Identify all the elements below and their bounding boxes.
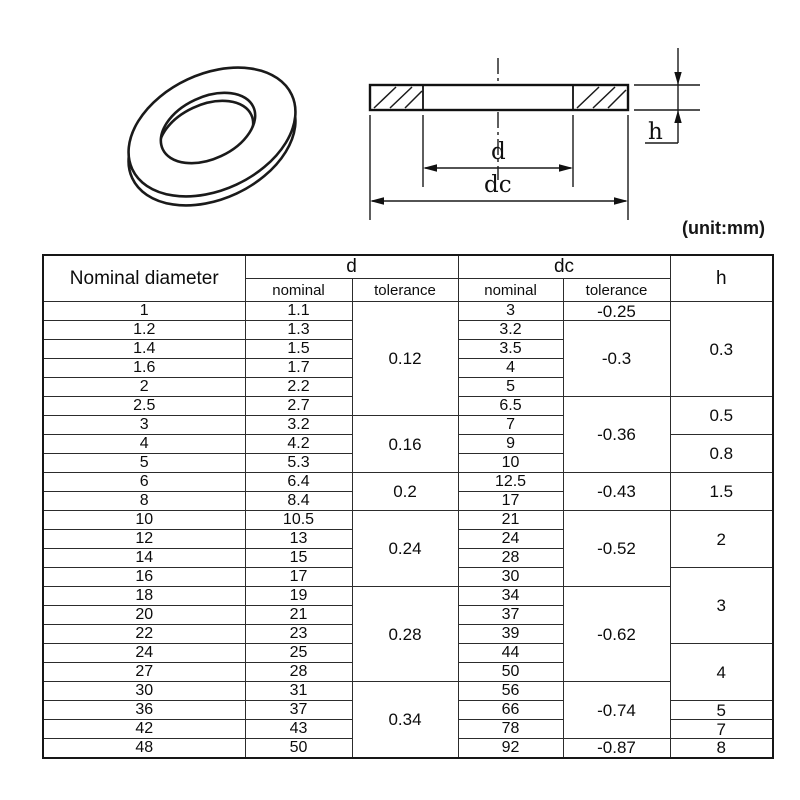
cell-h: 8 — [670, 739, 773, 758]
cell-nd: 48 — [43, 739, 245, 758]
cell-dc-nominal: 37 — [458, 606, 563, 625]
header-row-1 — [43, 255, 773, 279]
cell-nd: 30 — [43, 682, 245, 701]
cell-h: 2 — [670, 511, 773, 568]
cell-d-nominal: 43 — [245, 720, 352, 739]
header-nominal-diameter: Nominal diameter — [43, 255, 245, 302]
cell-dc-nominal: 3.2 — [458, 321, 563, 340]
cell-dc-nominal: 24 — [458, 530, 563, 549]
cell-d-tolerance: 0.28 — [352, 587, 458, 682]
header-dc-nominal: nominal — [458, 279, 563, 302]
technical-drawings — [0, 0, 800, 250]
cell-dc-nominal: 12.5 — [458, 473, 563, 492]
cell-d-nominal: 2.2 — [245, 378, 352, 397]
cell-d-nominal: 3.2 — [245, 416, 352, 435]
cell-dc-nominal: 9 — [458, 435, 563, 454]
cell-d-nominal: 31 — [245, 682, 352, 701]
cell-d-nominal: 1.3 — [245, 321, 352, 340]
cell-nd: 1.6 — [43, 359, 245, 378]
arrowhead — [423, 164, 437, 172]
arrowhead — [370, 197, 384, 205]
cell-d-nominal: 28 — [245, 663, 352, 682]
cell-h: 0.5 — [670, 397, 773, 435]
cell-d-nominal: 50 — [245, 739, 352, 758]
header-h: h — [670, 255, 773, 302]
cell-d-nominal: 19 — [245, 587, 352, 606]
washer-dimension-table — [42, 254, 774, 759]
cell-dc-nominal: 34 — [458, 587, 563, 606]
cell-dc-tolerance: -0.36 — [563, 397, 670, 473]
cell-nd: 2 — [43, 378, 245, 397]
cell-dc-nominal: 7 — [458, 416, 563, 435]
cell-d-tolerance: 0.34 — [352, 682, 458, 758]
table-body — [43, 302, 773, 758]
cell-d-nominal: 13 — [245, 530, 352, 549]
arrowhead — [614, 197, 628, 205]
header-d-group: d — [245, 255, 458, 279]
cell-nd: 1.4 — [43, 340, 245, 359]
cell-d-nominal: 37 — [245, 701, 352, 720]
header-d-nominal: nominal — [245, 279, 352, 302]
cell-dc-tolerance: -0.25 — [563, 302, 670, 321]
cell-dc-nominal: 4 — [458, 359, 563, 378]
cell-d-nominal: 1.1 — [245, 302, 352, 321]
dimension-h — [634, 48, 700, 143]
cell-dc-nominal: 10 — [458, 454, 563, 473]
cell-h: 0.3 — [670, 302, 773, 397]
cell-d-nominal: 6.4 — [245, 473, 352, 492]
cell-d-tolerance: 0.2 — [352, 473, 458, 511]
cell-d-nominal: 2.7 — [245, 397, 352, 416]
cell-nd: 42 — [43, 720, 245, 739]
cell-nd: 1.2 — [43, 321, 245, 340]
cell-nd: 36 — [43, 701, 245, 720]
cell-nd: 5 — [43, 454, 245, 473]
cell-nd: 14 — [43, 549, 245, 568]
cell-dc-nominal: 56 — [458, 682, 563, 701]
cell-dc-nominal: 3 — [458, 302, 563, 321]
cell-d-nominal: 1.7 — [245, 359, 352, 378]
cell-dc-nominal: 44 — [458, 644, 563, 663]
header-dc-group: dc — [458, 255, 670, 279]
table-row — [43, 473, 773, 492]
table-row — [43, 587, 773, 606]
unit-note: (unit:mm) — [682, 218, 765, 238]
cell-dc-nominal: 39 — [458, 625, 563, 644]
cell-dc-nominal: 17 — [458, 492, 563, 511]
cell-d-nominal: 23 — [245, 625, 352, 644]
cell-nd: 24 — [43, 644, 245, 663]
table-row — [43, 511, 773, 530]
cell-d-nominal: 1.5 — [245, 340, 352, 359]
washer-3d-drawing — [108, 42, 317, 231]
cell-nd: 12 — [43, 530, 245, 549]
cell-nd: 20 — [43, 606, 245, 625]
cell-dc-nominal: 78 — [458, 720, 563, 739]
cell-dc-nominal: 30 — [458, 568, 563, 587]
cell-dc-nominal: 3.5 — [458, 340, 563, 359]
arrowhead — [674, 110, 681, 123]
cell-nd: 1 — [43, 302, 245, 321]
dc-label: dc — [484, 172, 512, 198]
cell-h: 4 — [670, 644, 773, 701]
cell-dc-tolerance: -0.43 — [563, 473, 670, 511]
cell-d-nominal: 5.3 — [245, 454, 352, 473]
cell-nd: 16 — [43, 568, 245, 587]
cell-dc-tolerance: -0.62 — [563, 587, 670, 682]
cell-d-nominal: 17 — [245, 568, 352, 587]
cell-d-nominal: 21 — [245, 606, 352, 625]
cell-dc-nominal: 50 — [458, 663, 563, 682]
cell-dc-tolerance: -0.52 — [563, 511, 670, 587]
table-header — [43, 255, 773, 302]
cell-nd: 3 — [43, 416, 245, 435]
cell-h: 5 — [670, 701, 773, 720]
cell-nd: 4 — [43, 435, 245, 454]
cell-dc-tolerance: -0.74 — [563, 682, 670, 739]
cell-nd: 8 — [43, 492, 245, 511]
cell-dc-nominal: 92 — [458, 739, 563, 758]
cell-nd: 6 — [43, 473, 245, 492]
cell-dc-nominal: 21 — [458, 511, 563, 530]
table-row — [43, 682, 773, 701]
table-row — [43, 302, 773, 321]
cell-dc-nominal: 66 — [458, 701, 563, 720]
cell-nd: 2.5 — [43, 397, 245, 416]
cell-d-nominal: 8.4 — [245, 492, 352, 511]
cell-d-nominal: 25 — [245, 644, 352, 663]
cell-dc-nominal: 5 — [458, 378, 563, 397]
cell-dc-nominal: 6.5 — [458, 397, 563, 416]
h-label: h — [648, 119, 663, 145]
cell-d-nominal: 15 — [245, 549, 352, 568]
cell-d-tolerance: 0.24 — [352, 511, 458, 587]
cell-d-tolerance: 0.12 — [352, 302, 458, 416]
arrowhead — [559, 164, 573, 172]
cell-dc-tolerance: -0.3 — [563, 321, 670, 397]
cell-dc-nominal: 28 — [458, 549, 563, 568]
d-label: d — [491, 139, 506, 165]
cell-h: 0.8 — [670, 435, 773, 473]
arrowhead — [674, 72, 681, 85]
cell-dc-tolerance: -0.87 — [563, 739, 670, 758]
cell-h: 1.5 — [670, 473, 773, 511]
header-d-tolerance: tolerance — [352, 279, 458, 302]
cell-nd: 10 — [43, 511, 245, 530]
cell-nd: 27 — [43, 663, 245, 682]
cell-d-nominal: 4.2 — [245, 435, 352, 454]
cell-h: 7 — [670, 720, 773, 739]
cell-nd: 22 — [43, 625, 245, 644]
header-dc-tolerance: tolerance — [563, 279, 670, 302]
washer-cross-section-drawing — [370, 48, 700, 220]
cell-nd: 18 — [43, 587, 245, 606]
cell-d-nominal: 10.5 — [245, 511, 352, 530]
cell-h: 3 — [670, 568, 773, 644]
cell-d-tolerance: 0.16 — [352, 416, 458, 473]
